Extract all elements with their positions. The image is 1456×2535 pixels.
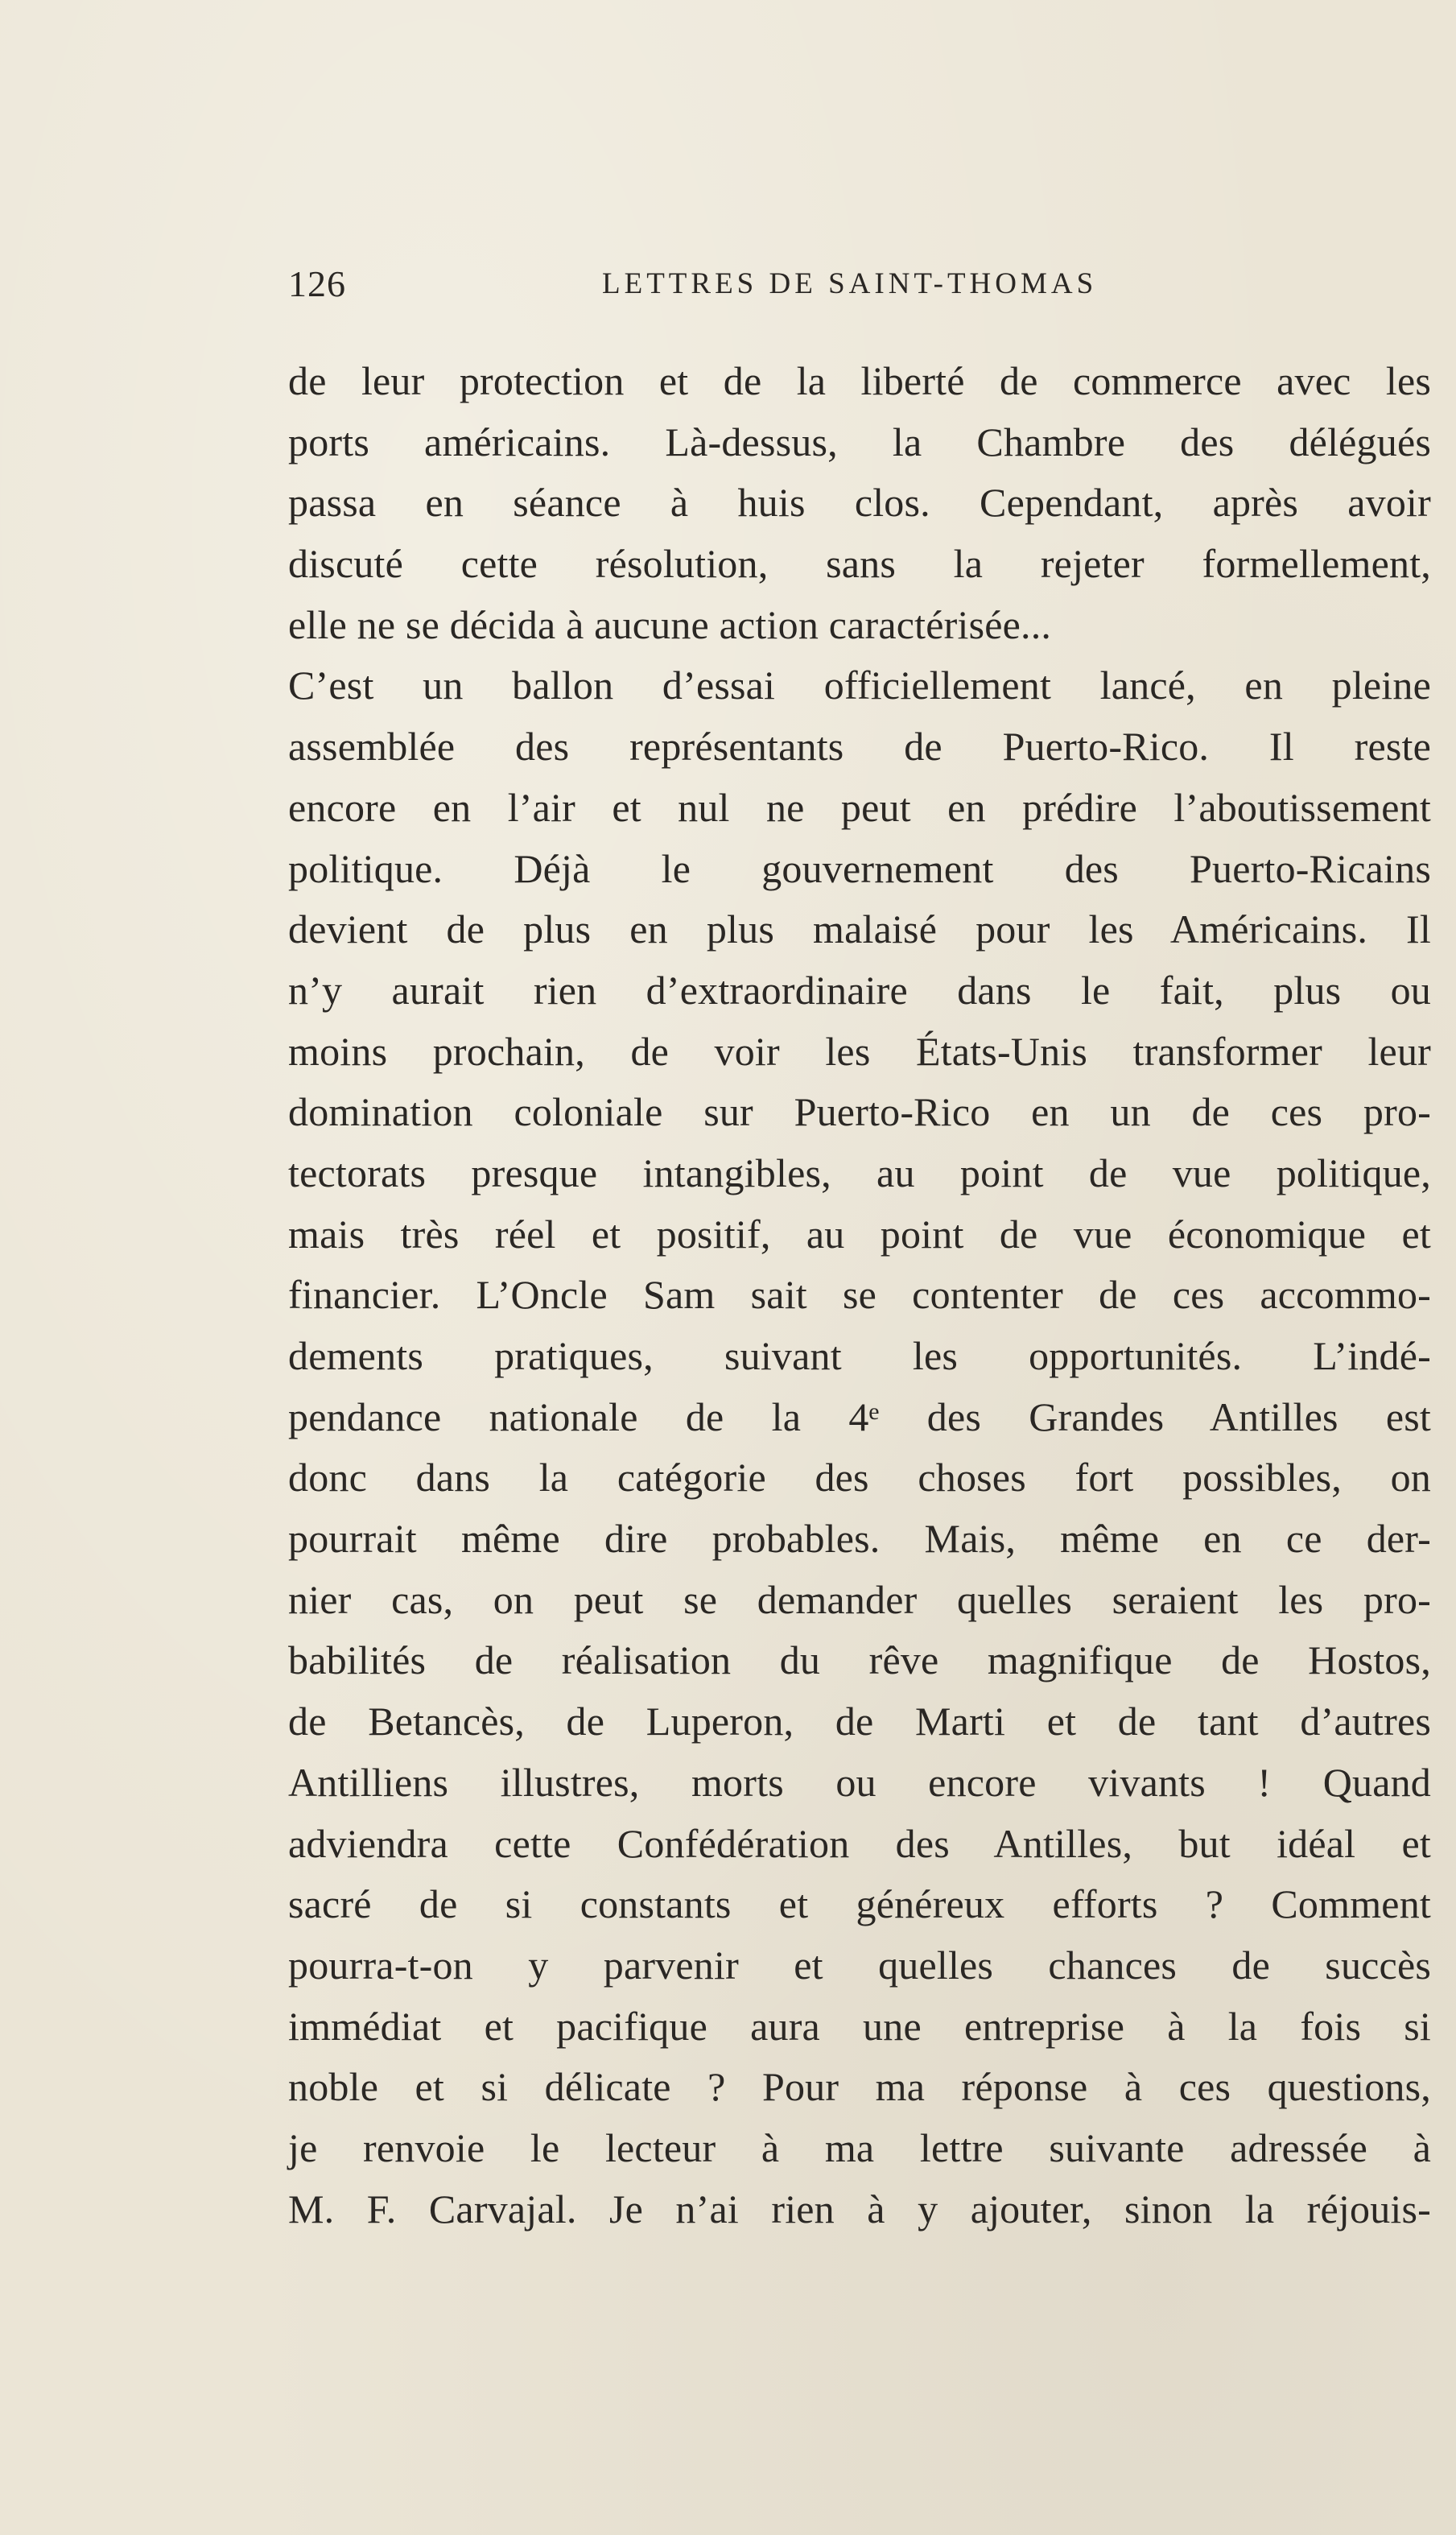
text-line: elle ne se décida à aucune action caractérisée... (288, 601, 1052, 647)
text-line: noble et si délicate ? Pour ma réponse à ces questions, (288, 2064, 1431, 2110)
text-line: domination coloniale sur Puerto-Rico en un de ces pro- (288, 1089, 1431, 1135)
text-line: dements pratiques, suivant les opportunités. L’indé- (288, 1333, 1431, 1378)
text-line: adviendra cette Confédération des Antilles, but idéal et (288, 1820, 1431, 1866)
text-line: mais très réel et positif, au point de vue économique et (288, 1211, 1431, 1257)
text-line: tectorats presque intangibles, au point de vue politique, (288, 1150, 1431, 1195)
page-header (288, 256, 1415, 312)
text-line: C’est un ballon d’essai officiellement lancé, en pleine (288, 663, 1431, 708)
text-line: pourrait même dire probables. Mais, même en ce der- (288, 1516, 1431, 1562)
text-line: pendance nationale de la 4ᵉ des Grandes Antilles est (288, 1393, 1431, 1439)
text-line: M. F. Carvajal. Je n’ai rien à y ajouter, sinon la réjouis- (288, 2186, 1431, 2232)
page-number: 126 (288, 263, 346, 304)
text-line: n’y aurait rien d’extraordinaire dans le fait, plus ou (288, 967, 1431, 1013)
text-line: pourra-t-on y parvenir et quelles chances de succès (288, 1942, 1431, 1988)
body-text (288, 351, 1431, 2240)
text-line: financier. L’Oncle Sam sait se contenter de ces accommo- (288, 1272, 1431, 1318)
text-line: assemblée des représentants de Puerto-Rico. Il reste (288, 724, 1431, 770)
text-line: politique. Déjà le gouvernement des Puerto-Ricains (288, 845, 1431, 891)
text-line: moins prochain, de voir les États-Unis transformer leur (288, 1028, 1431, 1074)
text-line: de Betancès, de Luperon, de Marti et de tant d’autres (288, 1699, 1431, 1744)
text-line: babilités de réalisation du rêve magnifique de Hostos, (288, 1637, 1431, 1683)
text-line: nier cas, on peut se demander quelles seraient les pro- (288, 1576, 1431, 1622)
text-line: passa en séance à huis clos. Cependant, après avoir (288, 480, 1431, 526)
text-line: encore en l’air et nul ne peut en prédire l’aboutissement (288, 784, 1431, 830)
text-line: je renvoie le lecteur à ma lettre suivante adressée à (288, 2124, 1431, 2170)
text-line: ports américains. Là-dessus, la Chambre des délégués (288, 419, 1431, 464)
text-line: devient de plus en plus malaisé pour les Américains. Il (288, 906, 1431, 952)
text-line: sacré de si constants et généreux efforts ? Comment (288, 1881, 1431, 1927)
text-line: Antilliens illustres, morts ou encore vivants ! Quand (288, 1759, 1431, 1805)
text-line: donc dans la catégorie des choses fort possibles, on (288, 1455, 1431, 1501)
running-title: LETTRES DE SAINT-THOMAS (602, 267, 1098, 300)
text-line: immédiat et pacifique aura une entreprise à la fois si (288, 2003, 1431, 2049)
text-line: discuté cette résolution, sans la rejeter formellement, (288, 541, 1431, 587)
text-line: de leur protection et de la liberté de commerce avec les (288, 358, 1431, 403)
